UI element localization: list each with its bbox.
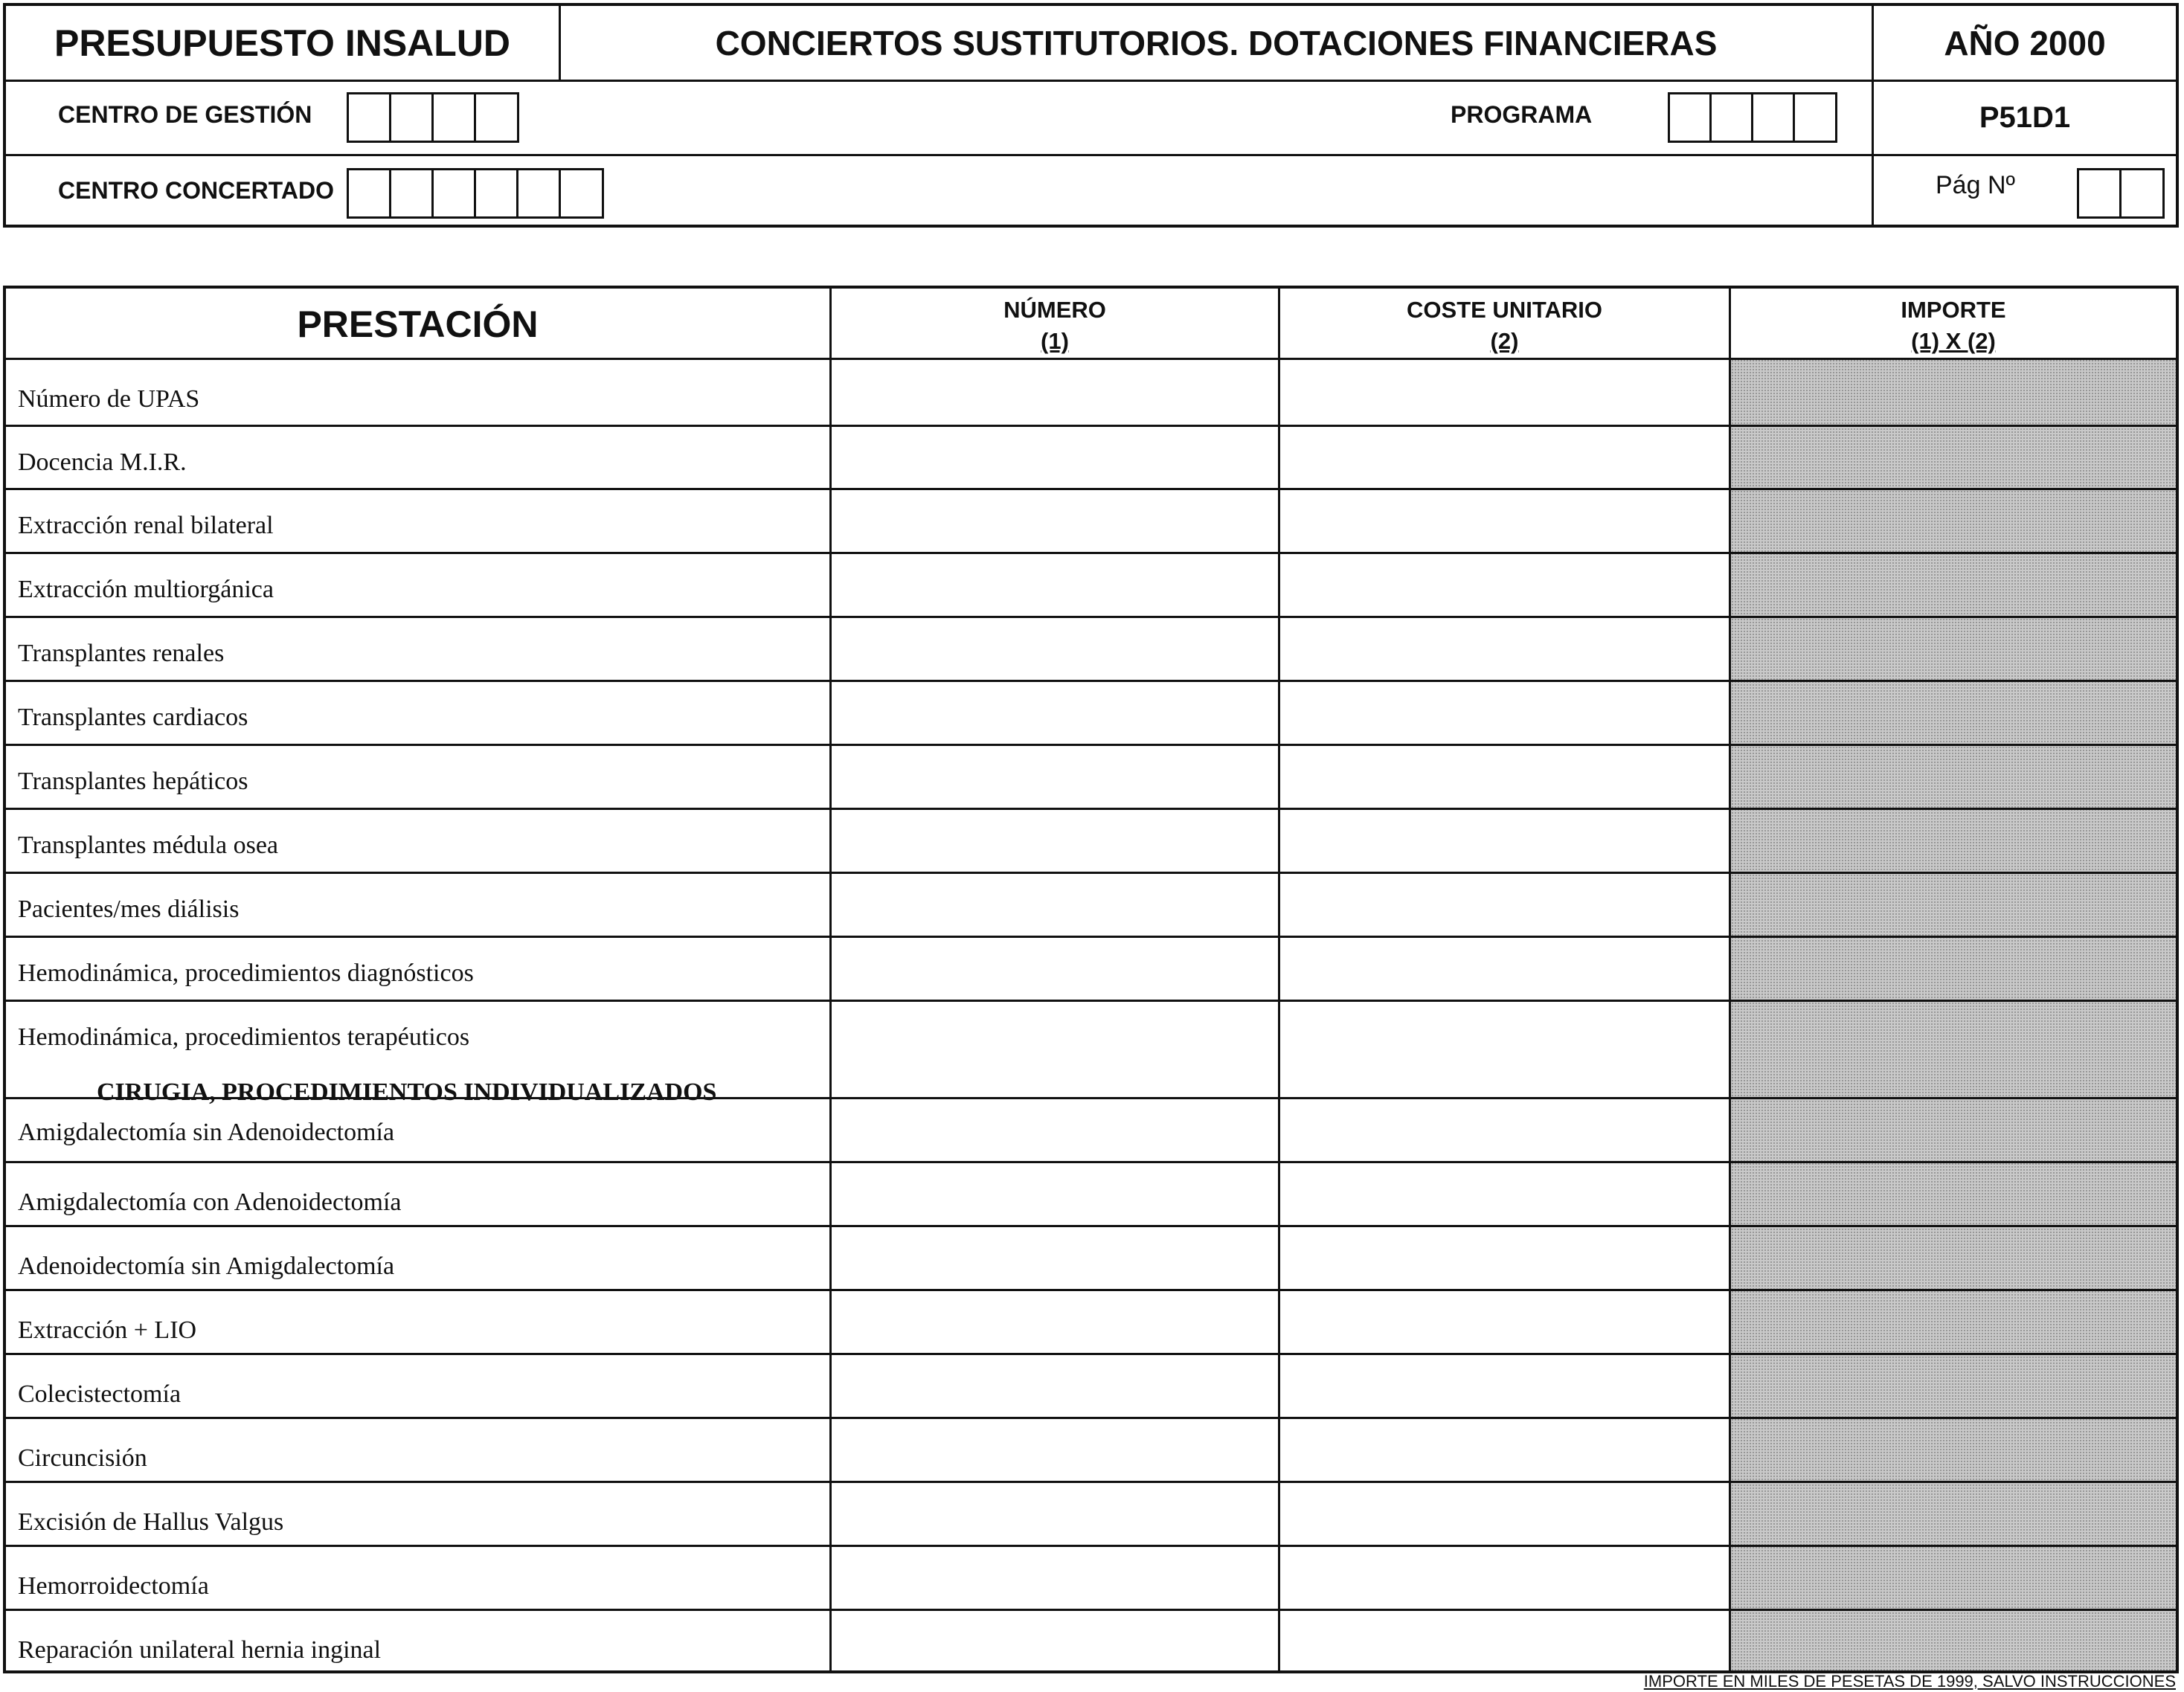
prestaciones-table — [3, 286, 2179, 1673]
coste-unitario-cell[interactable] — [1280, 1547, 1727, 1609]
numero-cell[interactable] — [832, 1419, 1276, 1481]
centro-concertado-label: CENTRO CONCERTADO — [58, 177, 334, 204]
coste-unitario-cell[interactable] — [1280, 1163, 1727, 1225]
numero-cell[interactable] — [832, 682, 1276, 744]
coste-unitario-cell[interactable] — [1280, 1419, 1727, 1481]
row-label: Amigdalectomía con Adenoidectomía — [18, 1188, 402, 1216]
coste-unitario-cell[interactable] — [1280, 938, 1727, 1000]
coste-unitario-cell[interactable] — [1280, 1002, 1727, 1097]
coste-unitario-cell[interactable] — [1280, 427, 1727, 488]
numero-cell[interactable] — [832, 427, 1276, 488]
numero-cell[interactable] — [832, 1483, 1276, 1545]
form-title: PRESUPUESTO INSALUD — [54, 22, 511, 64]
row-label: Número de UPAS — [18, 385, 200, 413]
coste-unitario-cell[interactable] — [1280, 490, 1727, 552]
importe-cell — [1731, 427, 2174, 488]
importe-cell — [1731, 1099, 2174, 1161]
coste-unitario-cell[interactable] — [1280, 554, 1727, 616]
coste-unitario-cell[interactable] — [1280, 1227, 1727, 1289]
coste-unitario-cell[interactable] — [1280, 1099, 1727, 1161]
row-label: Reparación unilateral hernia inginal — [18, 1636, 382, 1664]
importe-cell — [1731, 682, 2174, 744]
coste-unitario-cell[interactable] — [1280, 618, 1727, 680]
importe-cell — [1731, 1611, 2174, 1670]
page-number-field[interactable] — [2077, 168, 2165, 219]
row-label: Pacientes/mes diálisis — [18, 895, 240, 923]
section-heading: CIRUGIA, PROCEDIMIENTOS INDIVIDUALIZADOS — [97, 1078, 717, 1106]
importe-cell — [1731, 746, 2174, 808]
row-label: Transplantes renales — [18, 640, 225, 667]
row-label: Docencia M.I.R. — [18, 448, 187, 476]
numero-cell[interactable] — [832, 490, 1276, 552]
numero-cell[interactable] — [832, 1002, 1276, 1097]
importe-cell — [1731, 810, 2174, 872]
coste-unitario-cell[interactable] — [1280, 810, 1727, 872]
numero-cell[interactable] — [832, 1227, 1276, 1289]
page-number-label: Pág Nº — [1936, 171, 2015, 199]
centro-concertado-field[interactable] — [347, 168, 604, 219]
coste-unitario-cell[interactable] — [1280, 360, 1727, 425]
numero-cell[interactable] — [832, 1611, 1276, 1670]
importe-cell — [1731, 1355, 2174, 1417]
prestacion-column-header: PRESTACIÓN — [297, 303, 539, 345]
numero-cell[interactable] — [832, 1355, 1276, 1417]
numero-cell[interactable] — [832, 746, 1276, 808]
header-divider — [6, 154, 2176, 156]
row-label: Hemorroidectomía — [18, 1572, 209, 1600]
numero-cell[interactable] — [832, 1099, 1276, 1161]
form-subtitle: CONCIERTOS SUSTITUTORIOS. DOTACIONES FINANCIERAS — [715, 23, 1718, 62]
coste-unitario-cell[interactable] — [1280, 682, 1727, 744]
coste-header-sub: (2) — [1490, 328, 1519, 354]
centro-gestion-label: CENTRO DE GESTIÓN — [58, 101, 312, 128]
importe-cell — [1731, 490, 2174, 552]
row-label: Extracción + LIO — [18, 1316, 197, 1344]
numero-cell[interactable] — [832, 1163, 1276, 1225]
importe-header-sub: (1) X (2) — [1911, 328, 1996, 354]
coste-header-label: COSTE UNITARIO — [1407, 297, 1602, 323]
footer-note: IMPORTE EN MILES DE PESETAS DE 1999, SALVO INSTRUCCIONES — [1643, 1672, 2176, 1691]
importe-cell — [1731, 618, 2174, 680]
importe-cell — [1731, 554, 2174, 616]
programa-label: PROGRAMA — [1451, 101, 1593, 128]
row-label: Hemodinámica, procedimientos terapéuticos — [18, 1023, 470, 1051]
coste-unitario-cell[interactable] — [1280, 746, 1727, 808]
numero-cell[interactable] — [832, 1291, 1276, 1353]
numero-cell[interactable] — [832, 1547, 1276, 1609]
row-label: Transplantes médula osea — [18, 831, 279, 859]
row-label: Circuncisión — [18, 1444, 147, 1472]
row-label: Colecistectomía — [18, 1380, 182, 1408]
form-code: P51D1 — [1979, 101, 2071, 134]
header-divider — [6, 80, 2176, 82]
importe-cell — [1731, 1291, 2174, 1353]
numero-cell[interactable] — [832, 618, 1276, 680]
numero-cell[interactable] — [832, 810, 1276, 872]
numero-header-label: NÚMERO — [1003, 297, 1106, 323]
programa-field[interactable] — [1668, 92, 1837, 143]
row-label: Amigdalectomía sin Adenoidectomía — [18, 1119, 395, 1146]
numero-cell[interactable] — [832, 360, 1276, 425]
importe-column-header — [1731, 295, 2176, 357]
importe-cell — [1731, 360, 2174, 425]
importe-header-label: IMPORTE — [1901, 297, 2006, 323]
coste-unitario-cell[interactable] — [1280, 874, 1727, 936]
year-label: AÑO 2000 — [1944, 23, 2106, 62]
coste-column-header — [1280, 295, 1729, 357]
importe-cell — [1731, 874, 2174, 936]
coste-unitario-cell[interactable] — [1280, 1611, 1727, 1670]
row-label: Excisión de Hallus Valgus — [18, 1508, 284, 1536]
numero-cell[interactable] — [832, 938, 1276, 1000]
coste-unitario-cell[interactable] — [1280, 1355, 1727, 1417]
importe-cell — [1731, 1227, 2174, 1289]
importe-cell — [1731, 1002, 2174, 1097]
numero-header-sub: (1) — [1041, 328, 1069, 354]
form-header — [3, 3, 2179, 228]
numero-cell[interactable] — [832, 874, 1276, 936]
importe-cell — [1731, 938, 2174, 1000]
importe-cell — [1731, 1547, 2174, 1609]
row-label: Hemodinámica, procedimientos diagnósticos — [18, 959, 474, 987]
row-label: Extracción renal bilateral — [18, 512, 274, 539]
numero-cell[interactable] — [832, 554, 1276, 616]
importe-cell — [1731, 1163, 2174, 1225]
row-label: Transplantes hepáticos — [18, 768, 248, 795]
numero-column-header — [832, 295, 1278, 357]
row-label: Transplantes cardiacos — [18, 704, 248, 731]
coste-unitario-cell[interactable] — [1280, 1291, 1727, 1353]
centro-gestion-field[interactable] — [347, 92, 519, 143]
importe-cell — [1731, 1483, 2174, 1545]
row-label: Extracción multiorgánica — [18, 576, 274, 603]
importe-cell — [1731, 1419, 2174, 1481]
row-label: Adenoidectomía sin Amigdalectomía — [18, 1252, 395, 1280]
coste-unitario-cell[interactable] — [1280, 1483, 1727, 1545]
